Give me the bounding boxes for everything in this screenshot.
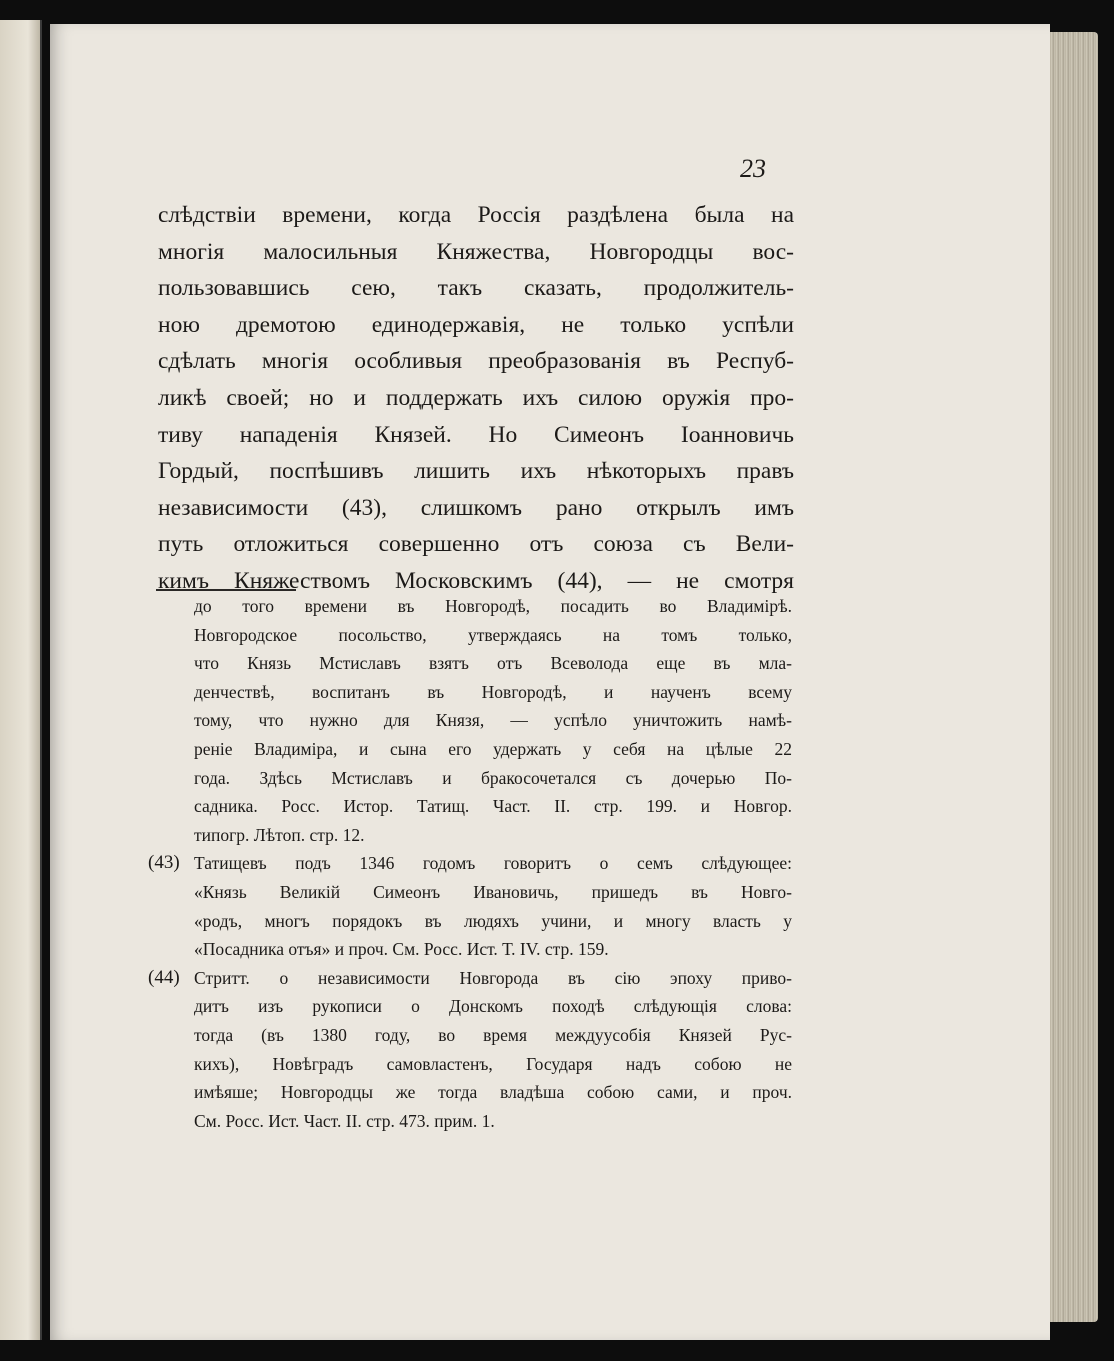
footnote-marker: (44) — [148, 966, 180, 988]
main-text-line: тиву нападенія Князей. Но Симеонъ Іоанновичь — [158, 421, 794, 448]
footnote-marker: (43) — [148, 852, 180, 874]
main-text-line: ною дремотою единодержавія, не только успѣли — [158, 311, 794, 338]
footnote-43 — [148, 849, 792, 963]
footnote-44 — [148, 964, 792, 1136]
footnotes — [148, 592, 792, 1135]
main-text-line: ликѣ своей; но и поддержать ихъ силою оружія про- — [158, 384, 794, 411]
footnote-line: Новгородское посольство, утверждаясь на томъ только, — [194, 624, 792, 645]
footnote-line: См. Росс. Ист. Част. II. стр. 473. прим. 1. — [194, 1110, 495, 1131]
footnote-line: «Князь Великій Симеонъ Ивановичь, пришедъ въ Новго- — [194, 881, 792, 902]
main-text — [158, 197, 794, 600]
footnote-line-first — [148, 849, 792, 878]
footnote-line: дитъ изъ рукописи о Донскомъ походѣ слѣдующія слова: — [194, 996, 792, 1017]
footnote-line: типогр. Лѣтоп. стр. 12. — [194, 824, 365, 845]
main-text-line: Гордый, поспѣшивъ лишить ихъ нѣкоторыхъ правъ — [158, 458, 794, 485]
footnote-line: реніе Владиміра, и сына его удержать у себя на цѣлые 22 — [194, 738, 792, 759]
footnote-separator — [156, 589, 296, 591]
footnote-line: денчествѣ, воспитанъ въ Новгородѣ, и наученъ всему — [194, 681, 792, 702]
main-text-line: независимости (43), слишкомъ рано открылъ имъ — [158, 494, 794, 521]
previous-page-edge — [0, 20, 42, 1340]
footnote-line: года. Здѣсь Мстиславъ и бракосочетался съ дочерью По- — [194, 767, 792, 788]
footnote-line: «Посадника отъя» и проч. См. Росс. Ист. Т. IV. стр. 159. — [194, 939, 609, 960]
footnote-line: «родъ, многъ порядокъ въ людяхъ учини, и многу власть у — [194, 910, 792, 931]
footnote-line-first — [148, 964, 792, 993]
footnote-line: имѣяше; Новгородцы же тогда владѣша собою сами, и проч. — [194, 1082, 792, 1103]
footnote-text: Татищевъ подъ 1346 годомъ говоритъ о семъ слѣдующее: — [194, 853, 792, 874]
main-text-line: пользовавшись сею, такъ сказать, продолжитель- — [158, 275, 794, 302]
main-text-line: кимъ Княжествомъ Московскимъ (44), — не смотря — [158, 567, 794, 594]
main-text-line: путь отложиться совершенно отъ союза съ Вели- — [158, 531, 794, 558]
main-text-line: слѣдствіи времени, когда Россія раздѣлена была на — [158, 202, 794, 228]
book-page — [50, 24, 1050, 1340]
main-text-line: многія малосильныя Княжества, Новгородцы вос- — [158, 238, 794, 265]
footnote-line: тогда (въ 1380 году, во время междуусобія Князей Рус- — [194, 1024, 792, 1045]
footnote-line: кихъ), Новѣградъ самовластенъ, Государя надъ собою не — [194, 1053, 792, 1074]
footnote-line: до того времени въ Новгородѣ, посадить во Владимірѣ. — [194, 596, 792, 616]
page-number: 23 — [740, 154, 766, 183]
footnote-text: Стритт. о независимости Новгорода въ сію эпоху приво- — [194, 967, 792, 988]
footnote-line: тому, что нужно для Князя, — успѣло уничтожить намѣ- — [194, 710, 792, 731]
footnote-line: что Князь Мстиславъ взятъ отъ Всеволода еще въ мла- — [194, 653, 792, 674]
footnote-line: садника. Росс. Истор. Татищ. Част. II. стр. 199. и Новгор. — [194, 796, 792, 817]
main-text-line: сдѣлать многія особливыя преобразованія въ Респуб- — [158, 348, 794, 375]
footnote-continued — [148, 592, 792, 849]
